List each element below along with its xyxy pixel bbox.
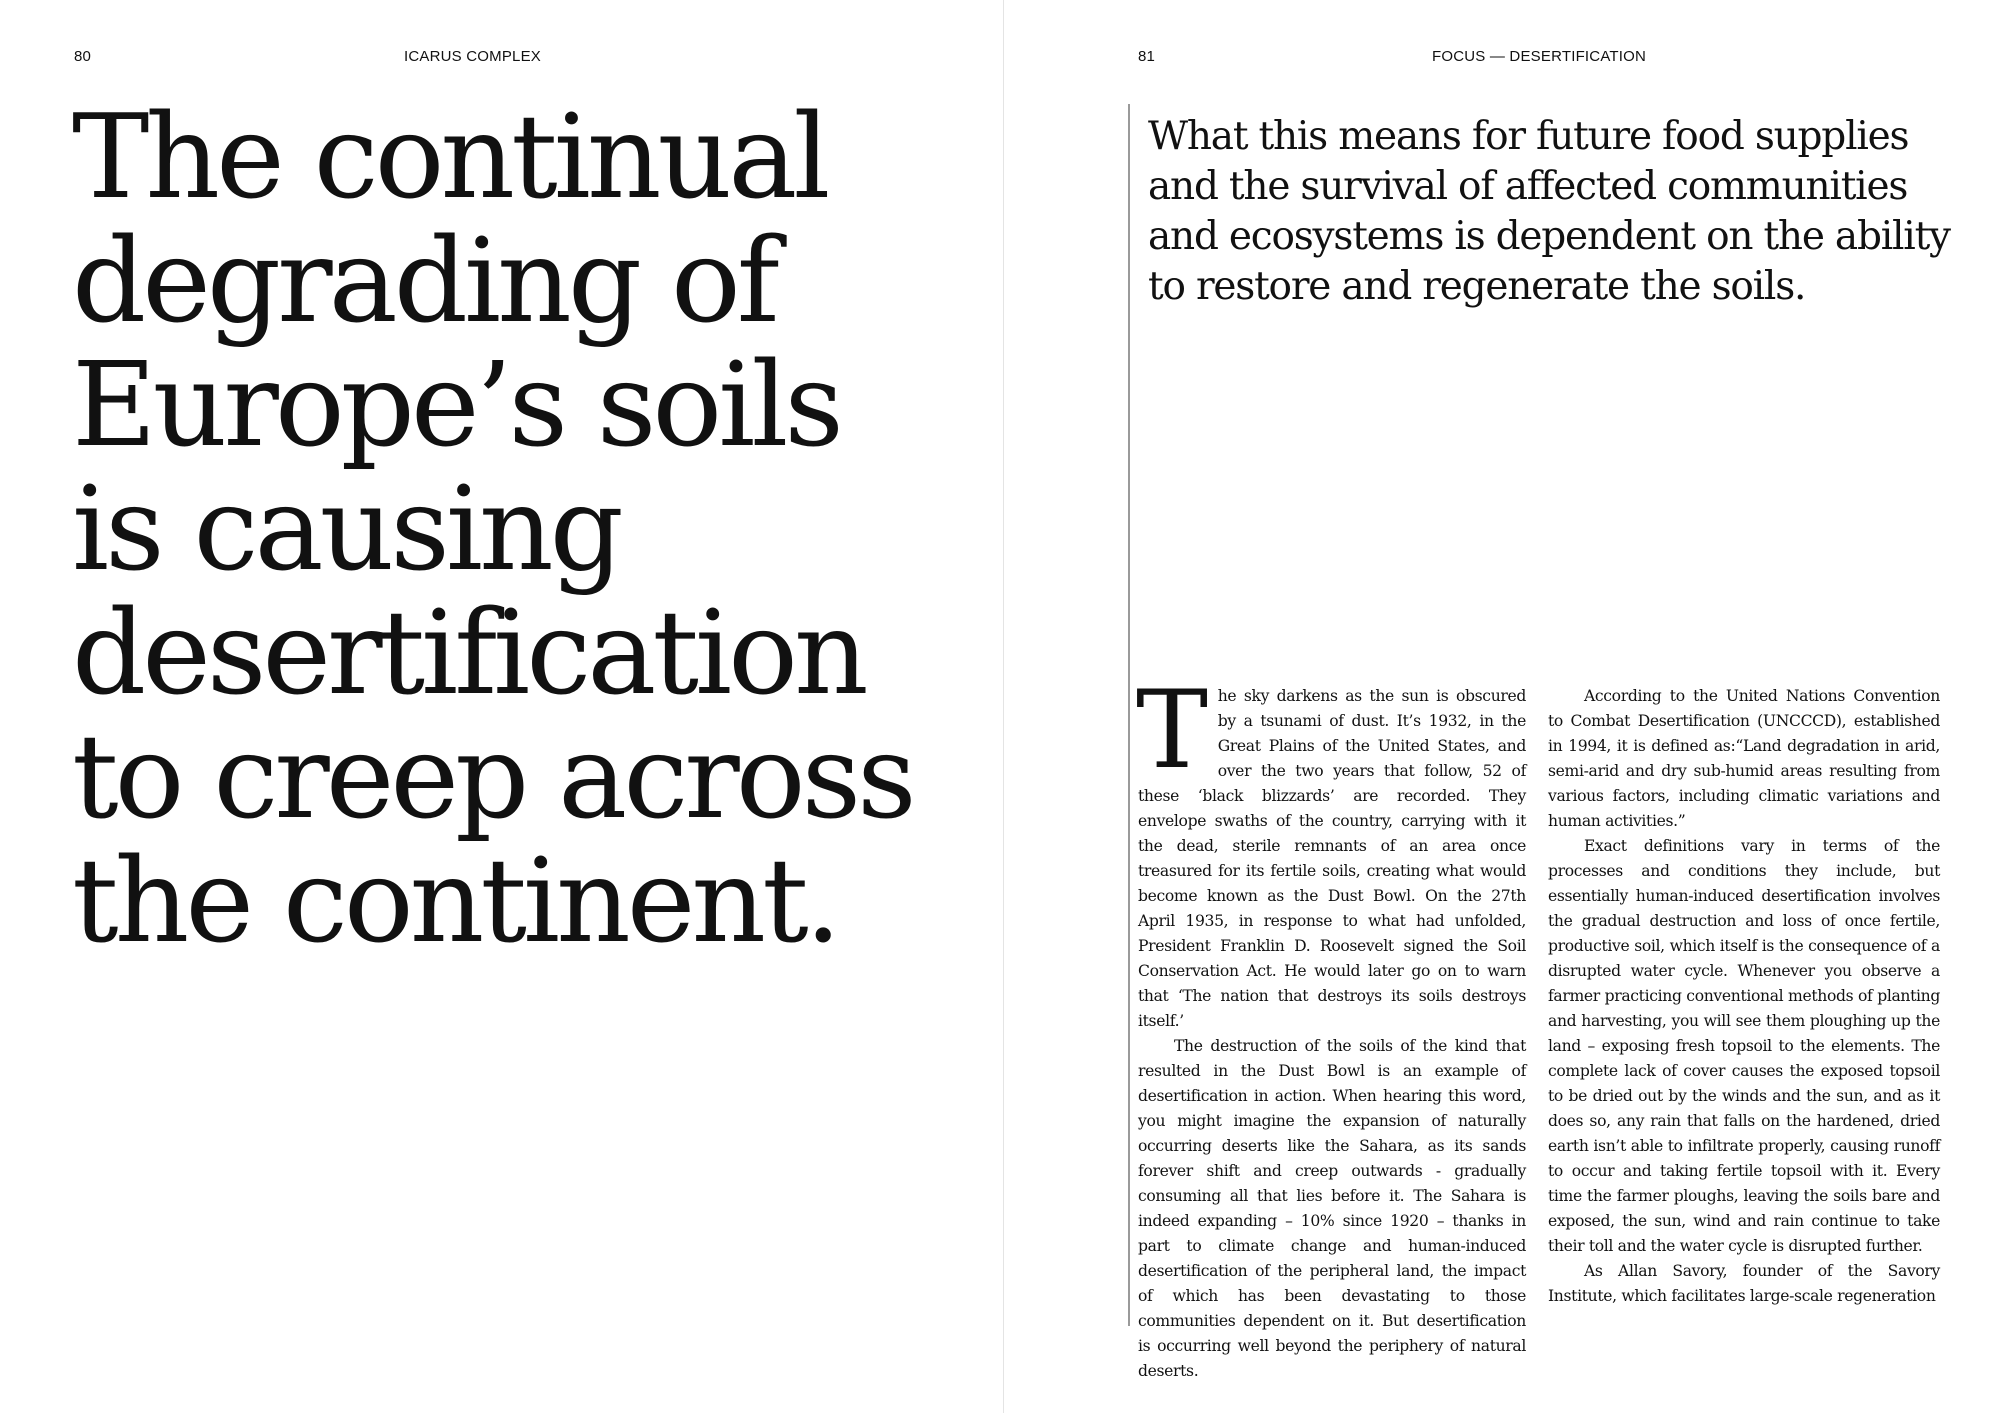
body-paragraph bbox=[1136, 668, 1526, 1034]
body-paragraph: Exact definitions vary in terms of the processes and conditions they include, but essentially human-induced desertification involves the gradual destruction and loss of once fertile, productive soil, which itself is the consequence of a disrupted water cycle. Whenever you observe a farmer practicing conventional methods of planting and harvesting, you will see them ploughing up the land – exposing fresh topsoil to the elements. The complete lack of cover causes the exposed topsoil to be dried out by the winds and the sun, and as it does so, any rain that falls on the hardened, dried earth isn’t able to infiltrate properly, causing runoff to occur and taking fertile topsoil with it. Every time the farmer ploughs, leaving the soils bare and exposed, the sun, wind and rain continue to take their toll and the water cycle is disrupted further. bbox=[1548, 837, 1940, 1255]
headline-line: Europe’s soils bbox=[72, 338, 840, 473]
headline-line: is causing bbox=[72, 462, 620, 597]
right-page bbox=[1004, 0, 2008, 1413]
headline-line: the continent. bbox=[72, 834, 838, 969]
page-number: 81 bbox=[1138, 48, 1156, 65]
drop-cap: T bbox=[1136, 668, 1208, 793]
running-header: ICARUS COMPLEX bbox=[404, 48, 541, 65]
body-column-1 bbox=[1136, 668, 1526, 1384]
running-header: FOCUS — DESERTIFICATION bbox=[1432, 48, 1647, 65]
paragraph-text: he sky darkens as the sun is obscured by a tsunami of dust. It’s 1932, in the Great Plains of the United States, and over the two years that follow, 52 of these ‘black blizzards’ are recorded. They envelope swaths of the country, carrying with it the dead, sterile remnants of an area once treasured for its fertile soils, creating what would become known as the Dust Bowl. On the 27th April 1935, in response to what had unfolded, President Franklin D. Roosevelt signed the Soil Conservation Act. He would later go on to warn that ‘The nation that destroys its soils destroys itself.’ bbox=[1138, 687, 1526, 1030]
pull-quote-line: and the survival of affected communities bbox=[1148, 164, 1908, 209]
body-column-2 bbox=[1548, 684, 1940, 1309]
page-number: 80 bbox=[74, 48, 92, 65]
headline-line: The continual bbox=[72, 90, 827, 225]
pull-quote-line: What this means for future food supplies bbox=[1148, 114, 1909, 159]
pull-quote-line: to restore and regenerate the soils. bbox=[1148, 264, 1806, 309]
headline-line: to creep across bbox=[72, 710, 913, 845]
pull-quote bbox=[1148, 112, 1950, 312]
body-paragraph: As Allan Savory, founder of the Savory Institute, which facilitates large-scale regeneration bbox=[1548, 1262, 1940, 1305]
vertical-rule bbox=[1128, 104, 1130, 1326]
headline bbox=[72, 90, 972, 969]
body-paragraph: According to the United Nations Convention to Combat Desertification (UNCCCD), established in 1994, it is defined as:“Land degradation in arid, semi-arid and dry sub-humid areas resulting from various factors, including climatic variations and human activities.” bbox=[1548, 687, 1940, 830]
body-paragraph: The destruction of the soils of the kind that resulted in the Dust Bowl is an example of desertification in action. When hearing this word, you might imagine the expansion of naturally occurring deserts like the Sahara, as its sands forever shift and creep outwards - gradually consuming all that lies before it. The Sahara is indeed expanding – 10% since 1920 – thanks in part to climate change and human-induced desertification of the peripheral land, the impact of which has been devastating to those communities dependent on it. But desertification is occurring well beyond the periphery of natural deserts. bbox=[1138, 1037, 1526, 1380]
pull-quote-line: and ecosystems is dependent on the ability bbox=[1148, 214, 1950, 259]
headline-line: degrading of bbox=[72, 214, 776, 349]
headline-line: desertification bbox=[72, 586, 865, 721]
